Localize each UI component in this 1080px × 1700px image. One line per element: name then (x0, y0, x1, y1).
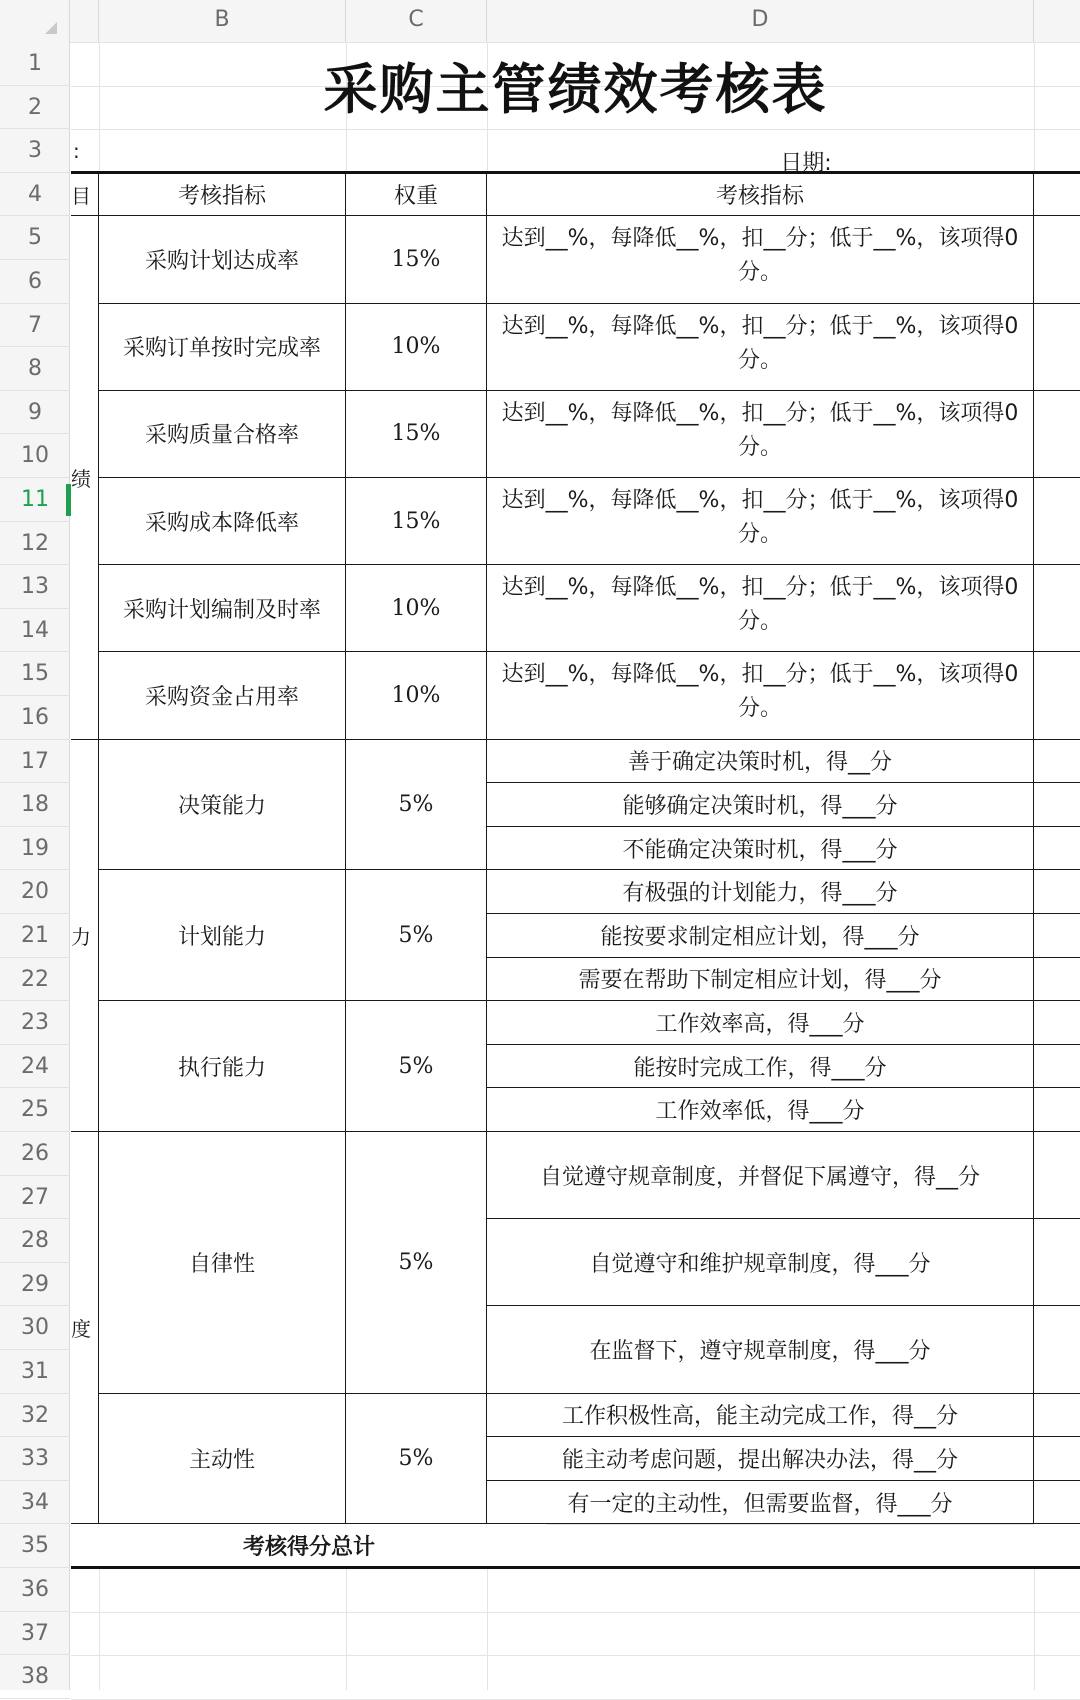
indicator-cell[interactable]: 主动性 (99, 1394, 346, 1525)
sheet-grid[interactable] (71, 42, 1080, 1690)
row-header-28[interactable]: 28 (0, 1219, 70, 1263)
row-header-18[interactable]: 18 (0, 783, 70, 827)
weight-cell[interactable]: 15% (346, 216, 487, 303)
criteria-option[interactable]: 有一定的主动性，但需要监督，得___分 (487, 1481, 1034, 1525)
weight-cell[interactable]: 15% (346, 478, 487, 565)
row-header-27[interactable]: 27 (0, 1176, 70, 1220)
indicator-cell[interactable]: 决策能力 (99, 740, 346, 871)
row-header-33[interactable]: 33 (0, 1437, 70, 1481)
criteria-option[interactable]: 在监督下，遵守规章制度，得___分 (487, 1306, 1034, 1393)
score-cell[interactable] (1034, 1481, 1080, 1525)
score-cell[interactable] (1034, 173, 1080, 217)
gridline (71, 1655, 1080, 1656)
indicator-cell[interactable]: 自律性 (99, 1132, 346, 1394)
row-header-24[interactable]: 24 (0, 1045, 70, 1089)
criteria-option[interactable]: 能按时完成工作，得___分 (487, 1045, 1034, 1089)
criteria-option[interactable]: 工作积极性高，能主动完成工作，得__分 (487, 1394, 1034, 1438)
total-score-cell[interactable] (1034, 1524, 1080, 1568)
weight-cell[interactable]: 10% (346, 652, 487, 739)
criteria-option[interactable]: 不能确定决策时机，得___分 (487, 827, 1034, 871)
row-header-15[interactable]: 15 (0, 652, 70, 696)
score-cell[interactable] (1034, 827, 1080, 871)
column-header-a[interactable] (70, 0, 99, 42)
score-cell[interactable] (1034, 1306, 1080, 1393)
criteria-cell[interactable]: 达到__%，每降低__%，扣__分；低于__%，该项得0分。 (487, 652, 1034, 739)
category-header-cell[interactable]: 目 (71, 173, 99, 217)
score-cell[interactable] (1034, 1394, 1080, 1438)
column-header-e[interactable] (1034, 0, 1080, 42)
criteria-cell[interactable]: 达到__%，每降低__%，扣__分；低于__%，该项得0分。 (487, 216, 1034, 303)
indicator-cell[interactable]: 采购成本降低率 (99, 478, 346, 565)
row-header-17[interactable]: 17 (0, 740, 70, 784)
weight-cell[interactable]: 15% (346, 391, 487, 478)
score-cell[interactable] (1034, 1001, 1080, 1045)
indicator-cell[interactable]: 采购质量合格率 (99, 391, 346, 478)
table-top-border (71, 171, 1080, 174)
criteria-option[interactable]: 需要在帮助下制定相应计划，得___分 (487, 958, 1034, 1002)
indicator-cell[interactable]: 采购订单按时完成率 (99, 304, 346, 391)
column-header-d[interactable]: D (487, 0, 1034, 42)
weight-cell[interactable]: 10% (346, 304, 487, 391)
criteria-cell[interactable]: 达到__%，每降低__%，扣__分；低于__%，该项得0分。 (487, 391, 1034, 478)
category-performance-cell[interactable]: 绩 (71, 216, 99, 739)
row-header-22[interactable]: 22 (0, 958, 70, 1002)
criteria-option[interactable]: 善于确定决策时机，得__分 (487, 740, 1034, 784)
score-cell[interactable] (1034, 1437, 1080, 1481)
score-cell[interactable] (1034, 652, 1080, 739)
score-cell[interactable] (1034, 216, 1080, 303)
score-cell[interactable] (1034, 783, 1080, 827)
score-cell[interactable] (1034, 958, 1080, 1002)
header-criteria[interactable]: 考核指标 (487, 173, 1034, 217)
criteria-option[interactable]: 工作效率高，得___分 (487, 1001, 1034, 1045)
row-header-38[interactable]: 38 (0, 1655, 70, 1699)
row-header-36[interactable]: 36 (0, 1568, 70, 1612)
row-header-16[interactable]: 16 (0, 696, 70, 740)
weight-cell[interactable]: 5% (346, 1394, 487, 1525)
row-header-23[interactable]: 23 (0, 1001, 70, 1045)
criteria-option[interactable]: 能主动考虑问题，提出解决办法，得__分 (487, 1437, 1034, 1481)
total-label[interactable]: 考核得分总计 (71, 1524, 547, 1568)
date-label: 日期: (780, 151, 832, 176)
criteria-option[interactable]: 自觉遵守和维护规章制度，得___分 (487, 1219, 1034, 1306)
criteria-option[interactable]: 能够确定决策时机，得___分 (487, 783, 1034, 827)
row-header-19[interactable]: 19 (0, 827, 70, 871)
row-header-25[interactable]: 25 (0, 1088, 70, 1132)
gridline (71, 1612, 1080, 1613)
category-attitude-cell[interactable]: 度 (71, 1132, 99, 1524)
weight-cell[interactable]: 5% (346, 1132, 487, 1394)
score-cell[interactable] (1034, 740, 1080, 784)
row-header-4[interactable]: 4 (0, 173, 70, 217)
score-cell[interactable] (1034, 914, 1080, 958)
score-cell[interactable] (1034, 391, 1080, 478)
weight-cell[interactable]: 5% (346, 740, 487, 871)
weight-cell[interactable]: 10% (346, 565, 487, 652)
score-cell[interactable] (1034, 1219, 1080, 1306)
row-header-3[interactable]: 3 (0, 129, 70, 173)
row-header-11[interactable]: 11 (0, 478, 70, 522)
row-header-1[interactable]: 1 (0, 42, 70, 86)
category-ability-cell[interactable]: 力 (71, 740, 99, 1132)
indicator-cell[interactable]: 执行能力 (99, 1001, 346, 1132)
criteria-cell[interactable]: 达到__%，每降低__%，扣__分；低于__%，该项得0分。 (487, 565, 1034, 652)
weight-cell[interactable]: 5% (346, 1001, 487, 1132)
indicator-cell[interactable]: 采购计划编制及时率 (99, 565, 346, 652)
row-header-20[interactable]: 20 (0, 870, 70, 914)
sheet-title: 采购主管绩效考核表 (323, 58, 828, 121)
row-header-6[interactable]: 6 (0, 260, 70, 304)
criteria-cell[interactable]: 达到__%，每降低__%，扣__分；低于__%，该项得0分。 (487, 478, 1034, 565)
column-header-bar (0, 0, 1080, 43)
gridline (71, 42, 1080, 43)
score-cell[interactable] (1034, 1045, 1080, 1089)
row-header-8[interactable]: 8 (0, 347, 70, 391)
row-header-2[interactable]: 2 (0, 86, 70, 130)
score-cell[interactable] (1034, 1088, 1080, 1132)
column-header-b[interactable]: B (99, 0, 346, 42)
row-header-26[interactable]: 26 (0, 1132, 70, 1176)
row-header-29[interactable]: 29 (0, 1263, 70, 1307)
score-cell[interactable] (1034, 478, 1080, 565)
score-cell[interactable] (1034, 1132, 1080, 1219)
row-header-21[interactable]: 21 (0, 914, 70, 958)
row-header-37[interactable]: 37 (0, 1612, 70, 1656)
name-label-fragment: : (73, 139, 80, 164)
column-header-c[interactable]: C (346, 0, 487, 42)
indicator-cell[interactable]: 计划能力 (99, 870, 346, 1001)
row-header-12[interactable]: 12 (0, 522, 70, 566)
header-indicator[interactable]: 考核指标 (99, 173, 346, 217)
table-bottom-border (71, 1566, 1080, 1569)
criteria-cell[interactable]: 达到__%，每降低__%，扣__分；低于__%，该项得0分。 (487, 304, 1034, 391)
row-header-9[interactable]: 9 (0, 391, 70, 435)
indicator-cell[interactable]: 采购资金占用率 (99, 652, 346, 739)
criteria-option[interactable]: 能按要求制定相应计划，得___分 (487, 914, 1034, 958)
row-header-13[interactable]: 13 (0, 565, 70, 609)
row-header-30[interactable]: 30 (0, 1306, 70, 1350)
row-header-35[interactable]: 35 (0, 1524, 70, 1568)
row-header-7[interactable]: 7 (0, 304, 70, 348)
row-header-10[interactable]: 10 (0, 434, 70, 478)
criteria-option[interactable]: 自觉遵守规章制度，并督促下属遵守，得__分 (487, 1132, 1034, 1219)
row-header-bar (0, 42, 70, 1690)
row-header-31[interactable]: 31 (0, 1350, 70, 1394)
row-header-32[interactable]: 32 (0, 1394, 70, 1438)
criteria-option[interactable]: 有极强的计划能力，得___分 (487, 870, 1034, 914)
score-cell[interactable] (1034, 870, 1080, 914)
header-weight[interactable]: 权重 (346, 173, 487, 217)
gridline (71, 129, 1080, 130)
criteria-option[interactable]: 工作效率低，得___分 (487, 1088, 1034, 1132)
indicator-cell[interactable]: 采购计划达成率 (99, 216, 346, 303)
score-cell[interactable] (1034, 565, 1080, 652)
row-header-14[interactable]: 14 (0, 609, 70, 653)
score-cell[interactable] (1034, 304, 1080, 391)
row-header-5[interactable]: 5 (0, 216, 70, 260)
row-header-34[interactable]: 34 (0, 1481, 70, 1525)
weight-cell[interactable]: 5% (346, 870, 487, 1001)
select-all-corner[interactable] (0, 0, 70, 42)
